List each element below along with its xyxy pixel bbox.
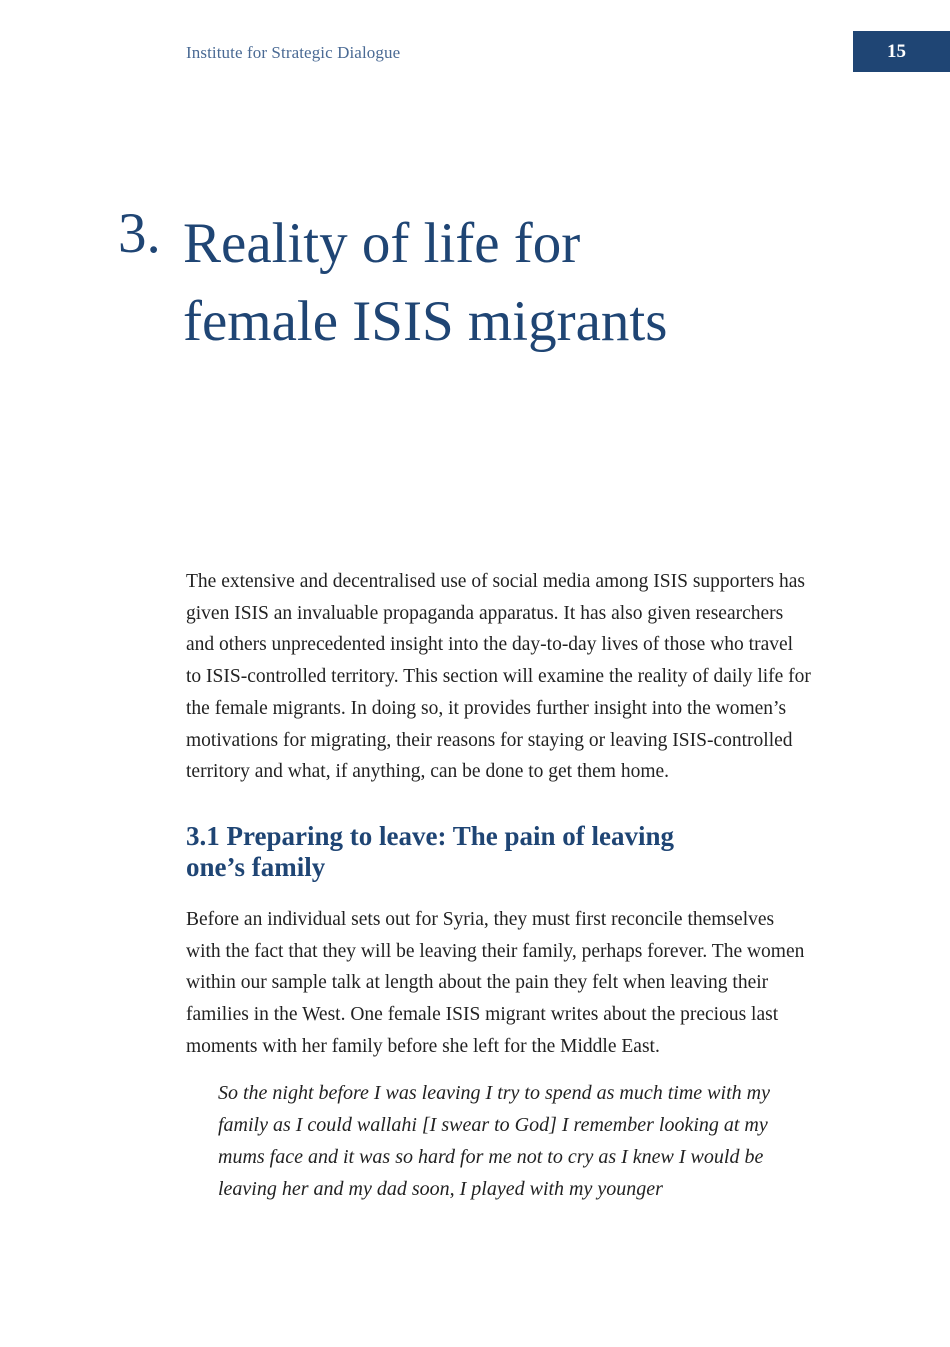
block-quote: So the night before I was leaving I try to spend as much time with my family as I could wallahi [I swear to God] I remember looking at my mums face and it was so hard for me not to cry as I knew I would be leaving her and my dad soon, I played with my younger: [218, 1082, 770, 1200]
chapter-title-line-1: Reality of life for: [183, 212, 581, 275]
section-heading: [186, 821, 706, 883]
section-paragraph: Before an individual sets out for Syria, they must first reconcile themselves with the fact that they will be leaving their family, perhaps forever. The women within our sample talk at length about the pain they felt when leaving their families in the West. One female ISIS migrant writes about the precious last moments with her family before she left for the Middle East.: [186, 908, 805, 1057]
intro-paragraph: The extensive and decentralised use of social media among ISIS supporters has given ISIS an invaluable propaganda apparatus. It has also given researchers and others unprecedented insight into the day-to-day lives of those who travel to ISIS-controlled territory. This section will examine the reality of daily life for the female migrants. In doing so, it provides further insight into the women’s motivations for migrating, their reasons for staying or leaving ISIS-controlled territory and what, if anything, can be done to get them home.: [186, 571, 811, 783]
running-header-organization: Institute for Strategic Dialogue: [186, 43, 401, 62]
chapter-title-line-2: female ISIS migrants: [183, 290, 668, 353]
page-number: 15: [887, 40, 906, 62]
page-number-badge: [853, 31, 950, 72]
section-heading-line-2: one’s family: [186, 851, 326, 882]
chapter-number: 3.: [118, 202, 161, 265]
section-heading-line-1: 3.1 Preparing to leave: The pain of leaving: [186, 820, 674, 851]
main-content: [186, 566, 811, 1205]
chapter-title: [183, 205, 803, 361]
